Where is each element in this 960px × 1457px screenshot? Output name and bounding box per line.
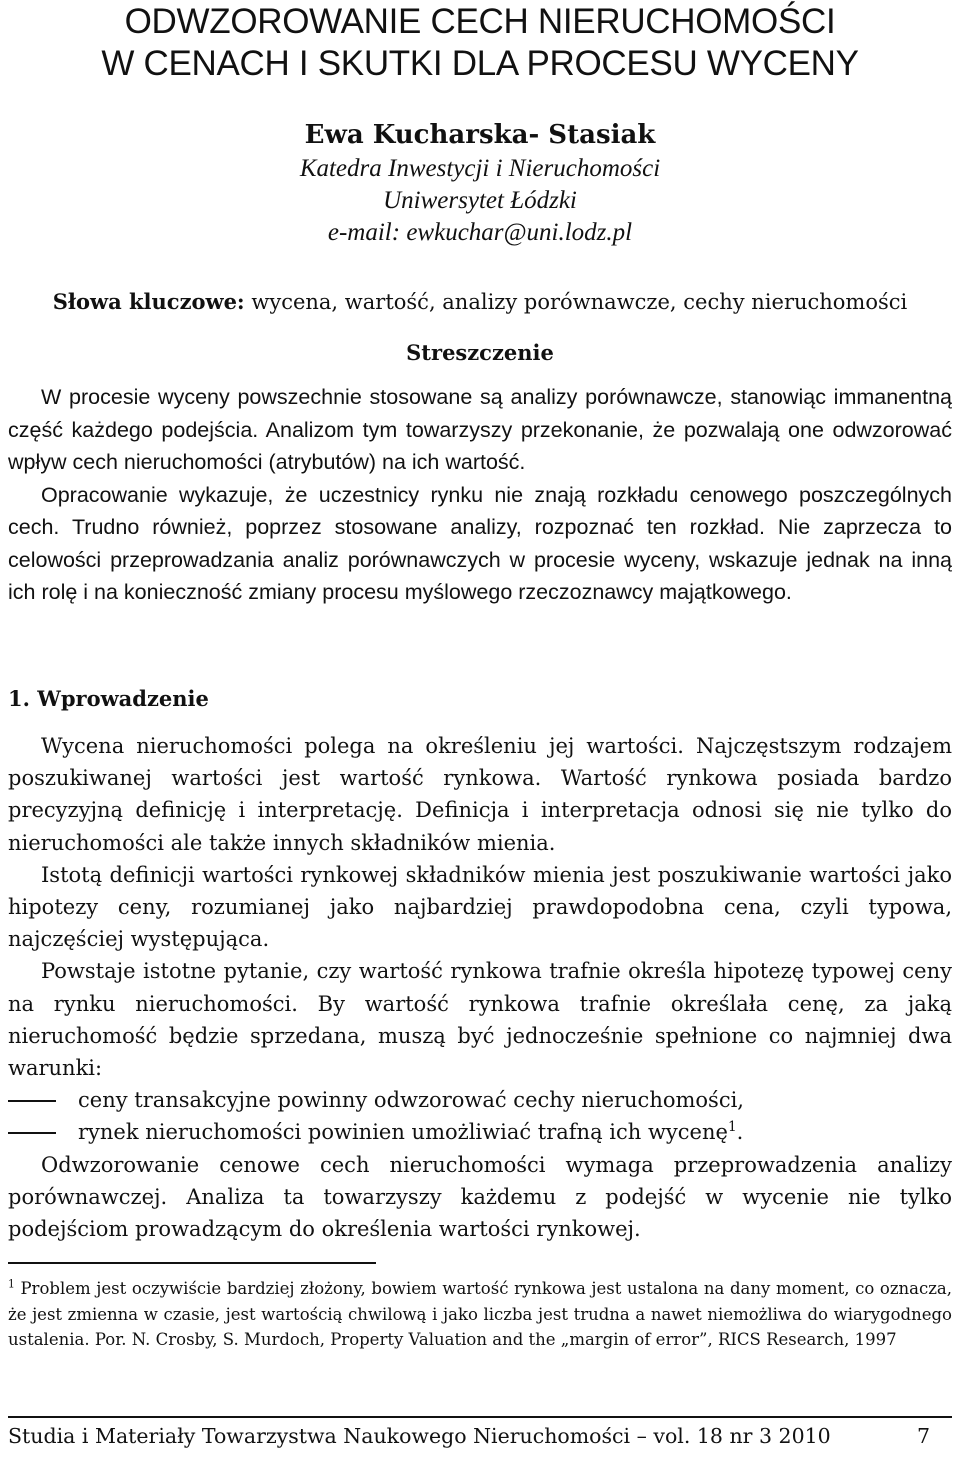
affiliation-university: Uniwersytet Łódzki: [383, 187, 577, 214]
conditions-list: [8, 1084, 952, 1148]
affiliation-email: e-mail: ewkuchar@uni.lodz.pl: [327, 219, 633, 246]
page-number: 7: [916, 1424, 930, 1448]
abstract-paragraph-2: Opracowanie wykazuje, że uczestnicy rynku nie znają rozkładu cenowego poszczególnych cech. Trudno również, poprzez stosowane analizy, rozpoznać ten rozkład. Nie zaprzecza to celowości przeprowadzania analiz porównawczych w procesie wyceny, wskazuje jednak na inną ich rolę i na konieczność zmiany procesu myślowego rzeczoznawcy majątkowego.: [8, 482, 952, 604]
body-text: [8, 730, 952, 1245]
body-paragraph-4: Odwzorowanie cenowe cech nieruchomości wymaga przeprowadzenia analizy porównawczej. Analiza ta towarzyszy każdemu z podejść w wycenie nie tylko podejściom prowadzącym do określenia wartości rynkowej.: [8, 1152, 952, 1242]
footnote-divider: [8, 1262, 376, 1264]
list-item-text: ceny transakcyjne powinny odwzorować cechy nieruchomości,: [78, 1088, 744, 1113]
body-paragraph-2: Istotą definicji wartości rynkowej składników mienia jest poszukiwanie wartości jako hipotezy ceny, rozumianej jako najbardziej prawdopodobna cena, czyli typowa, najczęściej występująca.: [8, 862, 952, 952]
abstract: [8, 381, 952, 609]
affiliation-department: Katedra Inwestycji i Nieruchomości: [299, 155, 661, 182]
footnote-mark: 1: [8, 1277, 15, 1291]
footer-divider: [8, 1416, 952, 1418]
dash-bullet: [8, 1132, 56, 1134]
body-paragraph-3: Powstaje istotne pytanie, czy wartość rynkowa trafnie określa hipotezę typowej ceny na rynku nieruchomości. By wartość rynkowa trafnie określała cenę, za jaką nieruchomość będzie sprzedana, muszą być jednocześnie spełnione co najmniej dwa warunki:: [8, 959, 952, 1081]
abstract-heading: Streszczenie: [406, 340, 554, 365]
page-footer: [8, 1421, 952, 1451]
list-item: [8, 1116, 952, 1148]
list-item: [8, 1084, 952, 1116]
keywords: [0, 287, 960, 317]
list-item-end: .: [736, 1120, 744, 1145]
section-heading: 1. Wprowadzenie: [8, 686, 209, 711]
keywords-label: Słowa kluczowe:: [52, 289, 245, 314]
list-item-text: rynek nieruchomości powinien umożliwiać trafną ich wycenę: [78, 1120, 728, 1145]
body-paragraph-1: Wycena nieruchomości polega na określeniu jej wartości. Najczęstszym rodzajem poszukiwanej wartości jest wartość rynkowa. Wartość rynkowa posiada bardzo precyzyjną definicję i interpretację. Definicja i interpretacja odnosi się nie tylko do nieruchomości ale także innych składników mienia.: [8, 734, 952, 855]
abstract-paragraph-1: W procesie wyceny powszechnie stosowane są analizy porównawcze, stanowiąc immanentną część każdego podejścia. Analizom tym towarzyszy przekonanie, że pozwalają one odwzorować wpływ cech nieruchomości (atrybutów) na ich wartość.: [8, 385, 952, 474]
dash-bullet: [8, 1100, 56, 1102]
title-line-1: ODWZOROWANIE CECH NIERUCHOMOŚCI: [124, 2, 836, 41]
keywords-text: wycena, wartość, analizy porównawcze, cechy nieruchomości: [244, 290, 908, 314]
footnote: [8, 1276, 952, 1353]
footnote-reference[interactable]: 1: [727, 1119, 737, 1136]
title-line-2: W CENACH I SKUTKI DLA PROCESU WYCENY: [101, 44, 859, 83]
author-name: Ewa Kucharska- Stasiak: [304, 120, 656, 150]
journal-citation: Studia i Materiały Towarzystwa Naukowego Nieruchomości – vol. 18 nr 3 2010: [8, 1424, 831, 1448]
footnote-text: Problem jest oczywiście bardziej złożony, bowiem wartość rynkowa jest ustalona na dany moment, co oznacza, że jest zmienna w czasie, jest wartością chwilową i jako liczba jest trudna a nawet niemożliwa do wiarygodnego ustalenia. Por. N. Crosby, S. Murdoch, Property Valuation and the „margin of error”, RICS Research, 1997: [8, 1279, 952, 1349]
